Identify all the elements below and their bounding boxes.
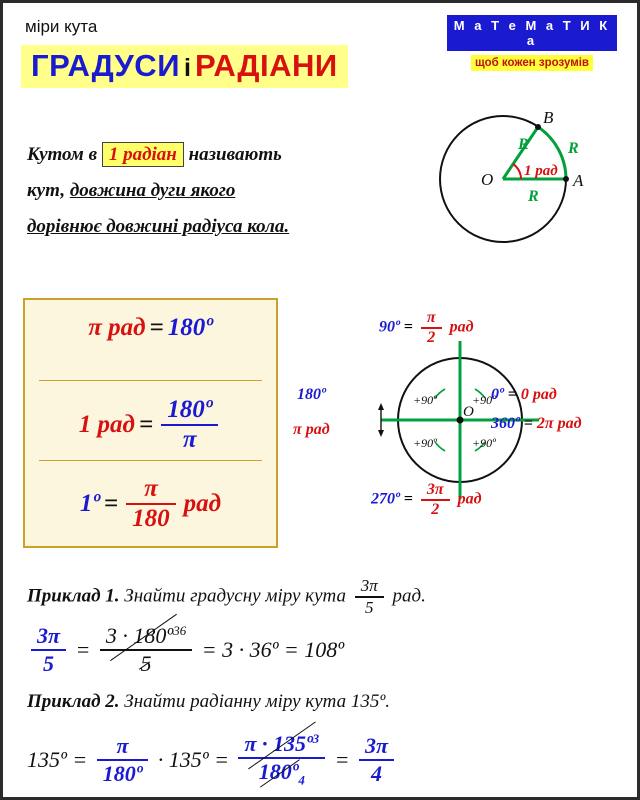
- formula-3: [25, 475, 276, 533]
- label-180-degrees: [297, 386, 326, 404]
- quadrant-label-4: +90º: [472, 436, 496, 450]
- solution-2-eq1: =: [72, 746, 88, 772]
- example-1-frac-den: 5: [355, 596, 384, 618]
- label-90-degrees: [379, 309, 474, 347]
- label-O: O: [481, 170, 494, 189]
- example-1-text: Знайти градусну міру кута: [124, 585, 346, 607]
- solution-1-lhs-num: 3π: [37, 623, 61, 649]
- label-0-value: 0 рад: [520, 386, 557, 403]
- formula-2-eq: =: [138, 411, 154, 438]
- brand-slogan: щоб кожен зрозумів: [471, 55, 593, 71]
- solution-1-lhs: [31, 623, 66, 677]
- label-360-eq: =: [523, 415, 533, 432]
- label-180-deg-value: 180º: [297, 386, 326, 403]
- solution-2-start: 135º: [27, 746, 67, 772]
- solution-2-f3-den: 4: [359, 759, 394, 787]
- label-center-O: O: [463, 404, 474, 420]
- title-degrees: ГРАДУСИ: [31, 48, 180, 83]
- divider-1: [39, 380, 262, 381]
- solution-1-mid-num: [100, 623, 192, 649]
- formula-1-left: π рад: [88, 314, 146, 341]
- label-270-unit: рад: [457, 490, 482, 508]
- solution-2-f2-num: [238, 731, 325, 757]
- label-B: B: [543, 111, 554, 127]
- solution-1-middle: [100, 623, 192, 677]
- label-0-deg-value: 0º: [491, 386, 504, 403]
- divider-2: [39, 460, 262, 461]
- example-1-label: Приклад 1.: [27, 585, 120, 607]
- label-90-deg-value: 90º: [379, 318, 400, 336]
- label-0-degrees: [491, 386, 557, 404]
- formula-3-unit: рад: [183, 490, 222, 517]
- example-2-solution: [27, 731, 398, 789]
- label-R-1: R: [518, 136, 529, 153]
- label-one-radian: 1 рад: [524, 163, 558, 179]
- definition-highlight: 1 радіан: [102, 142, 184, 167]
- label-360-degrees: [491, 415, 582, 433]
- formula-2-left: 1 рад: [78, 411, 135, 438]
- label-0-eq: =: [507, 386, 517, 403]
- quadrant-label-1: +90º: [472, 393, 496, 407]
- solution-2-frac2: [238, 731, 325, 789]
- page-subtitle: міри кута: [25, 17, 98, 36]
- title-conjunction: і: [183, 54, 191, 82]
- label-90-fraction: [421, 309, 442, 347]
- point-A-dot: [563, 176, 569, 182]
- example-2-text: Знайти радіанну міру кута 135º.: [124, 691, 391, 712]
- definition-line2b: довжина дуги якого: [69, 180, 236, 201]
- brand-logo: [447, 15, 617, 71]
- example-1-frac-num: 3π: [360, 576, 378, 595]
- solution-1-eq2: =: [201, 637, 217, 663]
- label-270-num: 3π: [426, 481, 444, 498]
- solution-2-frac3: [359, 733, 394, 787]
- formula-3-left: 1º: [79, 490, 100, 517]
- label-270-deg-value: 270º: [371, 490, 400, 508]
- conversion-formulas-box: [23, 298, 278, 548]
- solution-1-eq3: =: [283, 637, 299, 663]
- formula-3-fraction: [126, 475, 176, 533]
- label-270-degrees: [371, 481, 482, 519]
- label-180-value: π рад: [293, 421, 330, 438]
- radian-circle-diagram: [403, 111, 633, 251]
- example-1-fraction: [355, 576, 384, 618]
- label-R-2: R: [568, 140, 579, 157]
- definition-line1a: Кутом в: [27, 144, 98, 165]
- solution-2-f2-den: [238, 757, 325, 788]
- label-90-num: π: [426, 309, 436, 326]
- label-360-deg-value: 360º: [491, 415, 520, 432]
- solution-1-eq1: =: [75, 637, 91, 663]
- formula-2-numerator: 180º: [167, 396, 213, 423]
- definition-text: [27, 137, 397, 245]
- solution-2-f2-sub: 4: [298, 772, 305, 788]
- solution-2-f2-den-text: 180º: [258, 759, 299, 785]
- formula-2-denominator: π: [161, 424, 218, 454]
- solution-1-mid-den-text: 5: [140, 651, 152, 677]
- label-270-den: 2: [421, 499, 450, 519]
- label-90-eq: =: [403, 318, 413, 336]
- solution-2-f3-num: 3π: [364, 732, 388, 758]
- point-B-dot: [535, 124, 541, 130]
- formula-3-denominator: 180: [126, 503, 176, 533]
- formula-3-eq: =: [103, 490, 119, 517]
- solution-2-f2-num-text: π · 135º: [244, 731, 313, 757]
- formula-2: [25, 396, 276, 454]
- label-A: A: [573, 171, 584, 190]
- label-90-den: 2: [421, 327, 442, 347]
- label-270-eq: =: [403, 490, 413, 508]
- solution-1-mid-den: [100, 649, 192, 677]
- page-title: [21, 45, 348, 88]
- label-R-3: R: [528, 188, 539, 205]
- formula-3-numerator: π: [144, 475, 158, 502]
- solution-1-mid-num-text: 3 · 180º: [105, 623, 174, 649]
- label-270-fraction: [421, 481, 450, 519]
- solution-2-eq3: =: [334, 746, 350, 772]
- solution-2-frac1: [97, 733, 149, 787]
- brand-name: М а Т е М а Т И К а: [447, 15, 617, 51]
- left-arrow-down: [378, 430, 384, 437]
- angle-mark: [513, 164, 521, 179]
- definition-line3: дорівнює довжині радіуса кола.: [27, 216, 290, 237]
- label-pi-radians: [293, 421, 330, 439]
- title-radians: РАДІАНИ: [194, 48, 338, 83]
- solution-2-dot1: · 135º: [157, 746, 209, 772]
- example-1-solution: [27, 623, 344, 677]
- formula-1-right: 180º: [167, 314, 213, 341]
- definition-line2a: кут,: [27, 180, 66, 201]
- formula-2-fraction: [161, 396, 218, 454]
- solution-2-eq2: =: [214, 746, 229, 772]
- solution-2-f1-den: 180º: [97, 759, 149, 787]
- example-1-text-b: рад.: [392, 585, 426, 607]
- quadrant-label-2: +90º: [413, 393, 437, 407]
- label-360-value: 2π рад: [536, 415, 582, 432]
- left-arrow-up: [378, 403, 384, 410]
- example-1-heading: [27, 576, 426, 618]
- solution-1-result: 108º: [304, 637, 345, 663]
- solution-1-step: 3 · 36º: [222, 637, 279, 663]
- solution-1-mid-sup: 36: [173, 623, 187, 638]
- label-90-unit: рад: [449, 318, 474, 336]
- example-2-heading: [27, 691, 390, 713]
- example-2-label: Приклад 2.: [27, 691, 120, 712]
- formula-1-eq: =: [149, 314, 164, 341]
- solution-1-lhs-den: 5: [31, 649, 66, 677]
- definition-line1b: називають: [188, 144, 282, 165]
- solution-2-f2-sup: 3: [312, 731, 320, 746]
- formula-1: [25, 314, 276, 342]
- quadrant-label-3: +90º: [413, 436, 437, 450]
- solution-2-f1-num: π: [116, 732, 129, 758]
